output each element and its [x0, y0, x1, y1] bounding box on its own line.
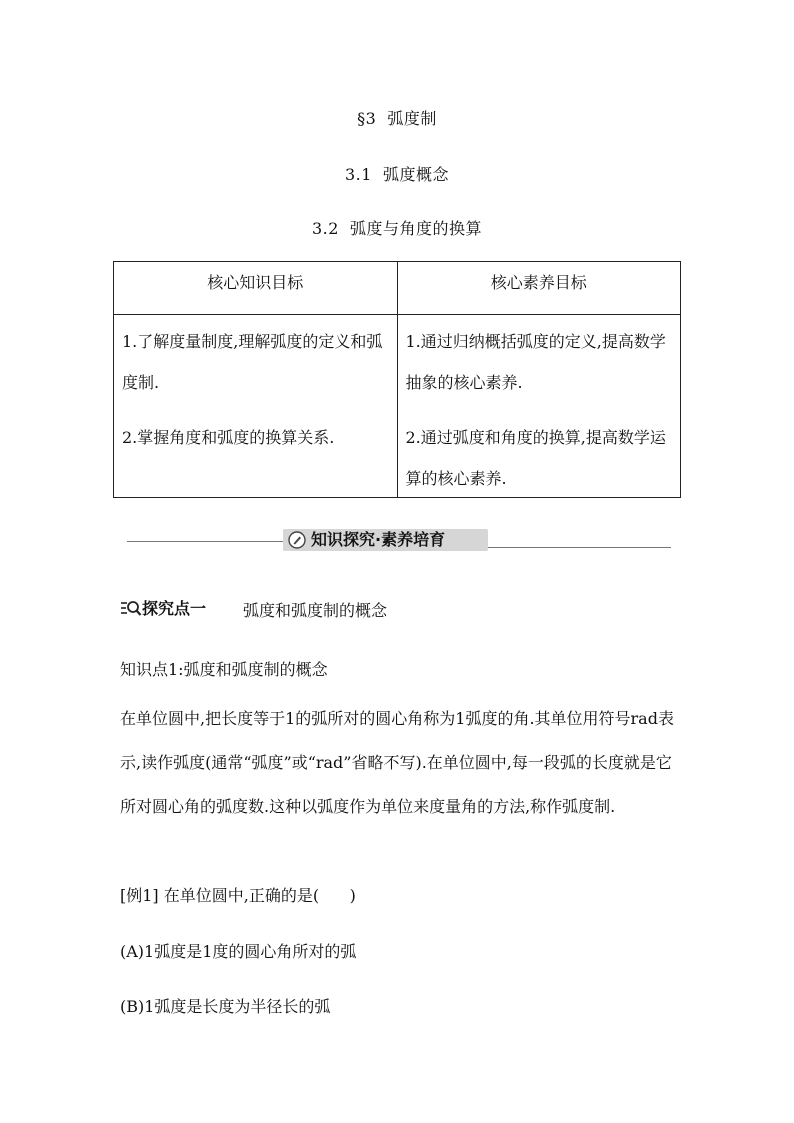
goals-literacy-cell [397, 315, 681, 498]
goals-header-literacy: 核心素养目标 [397, 262, 681, 315]
section-heading: §3 弧度制 [357, 109, 437, 128]
knowledge-point-title: 知识点1:弧度和弧度制的概念 [120, 660, 328, 679]
knowledge-goal-2: 2.掌握角度和弧度的换算关系. [122, 428, 335, 447]
magnifier-icon [120, 599, 142, 617]
option-b: (B)1弧度是长度为半径长的弧 [120, 997, 331, 1016]
option-a: (A)1弧度是1度的圆心角所对的弧 [120, 942, 357, 961]
knowledge-goal-1: 1.了解度量制度,理解弧度的定义和弧度制. [122, 332, 383, 392]
definition-paragraph: 在单位圆中,把长度等于1的弧所对的圆心角称为1弧度的角.其单位用符号rad表示,读作弧度(通常“弧度”或“rad”省略不写).在单位圆中,每一段弧的长度就是它所对圆心角的弧度数.这种以弧度作为单位来度量角的方法,称作弧度制. [120, 709, 674, 816]
banner-rule-left [127, 541, 283, 542]
example-1-question: [例1] 在单位圆中,正确的是( ) [120, 886, 356, 905]
pencil-icon [288, 531, 306, 549]
goals-table [113, 261, 681, 498]
literacy-goal-2: 2.通过弧度和角度的换算,提高数学运算的核心素养. [405, 428, 666, 488]
literacy-goal-1: 1.通过归纳概括弧度的定义,提高数学抽象的核心素养. [405, 332, 666, 392]
goals-header-knowledge: 核心知识目标 [114, 262, 398, 315]
banner-rule-right [488, 547, 671, 548]
goals-knowledge-cell [114, 315, 398, 498]
explore-point-title: 弧度和弧度制的概念 [243, 601, 388, 620]
subsection-heading-2: 3.2 弧度与角度的换算 [311, 219, 483, 238]
explore-point-label: 探究点一 [142, 599, 207, 618]
explore-point-heading [120, 596, 206, 619]
subsection-heading-1: 3.1 弧度概念 [344, 165, 450, 184]
section-banner [283, 529, 488, 551]
banner-label: 知识探究·素养培育 [311, 530, 446, 549]
